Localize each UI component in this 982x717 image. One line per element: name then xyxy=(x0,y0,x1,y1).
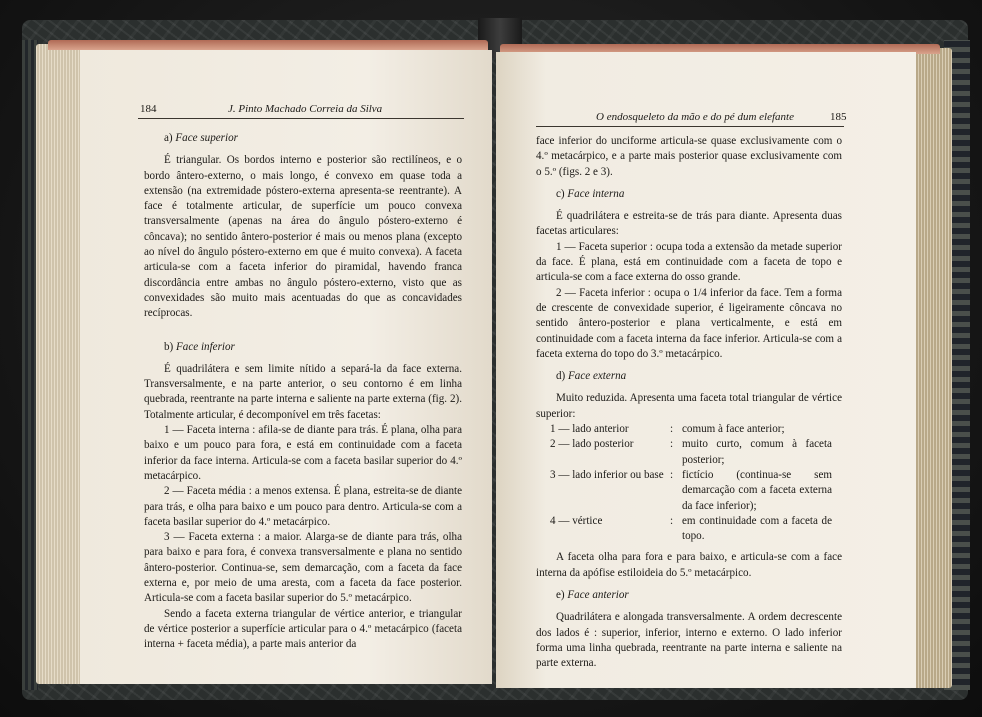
paragraph: 3 — Faceta externa : a maior. Alarga-se de diante para trás, olha para baixo e para fora, é convexa transversalmente e plana no sentido ântero-posterior. Continua-se, sem demarcação, com a faceta da face externa e, por meio de uma aresta, com a faceta da face posterior. Articula-se com a faceta basilar superior do 5.º metacárpico. xyxy=(144,531,462,605)
page-stack-left xyxy=(36,44,80,684)
paragraph: face inferior do unciforme articula-se quase exclusivamente com o 4.º metacárpico, e a parte mais posterior quase exclusivamente com o 5.º (figs. 2 e 3). xyxy=(536,135,842,178)
list-item: 2 — lado posterior : muito curto, comum à faceta posterior; xyxy=(550,437,832,468)
list-side: 3 — lado inferior ou base xyxy=(550,468,664,481)
page-number: 185 xyxy=(830,111,847,123)
paragraph: 1 — Faceta interna : afila-se de diante para trás. É plana, olha para baixo e um pouco para fora, e está em continuidade com a faceta inferior da face interna. Articula-se com a faceta basilar superior do 4.º metacárpico. xyxy=(144,424,462,482)
paragraph: 2 — Faceta média : a menos extensa. É plana, estreita-se de diante para trás, e olha para baixo e um pouco para dentro. Articula-se com a faceta basilar superior do 4.º metacárpico. xyxy=(144,485,462,528)
list-item: 4 — vértice : em continuidade com a faceta de topo. xyxy=(550,514,832,545)
page-number: 184 xyxy=(140,103,157,115)
running-head: J. Pinto Machado Correia da Silva xyxy=(228,103,383,115)
paragraph: 2 — Faceta inferior : ocupa o 1/4 inferior da face. Tem a forma de crescente de convexidade superior, é ligeiramente côncava no sentido ântero-posterior e plana verticalmente, e está em continuidade com a faceta interna da face inferior. Articula-se com a faceta externa do topo do 3.º metacárpico. xyxy=(536,286,842,360)
header-rule xyxy=(138,118,464,119)
sides-list xyxy=(550,422,832,544)
left-page-body xyxy=(144,124,462,653)
list-side: 2 — lado posterior xyxy=(550,438,634,451)
running-head: O endosqueleto da mão e do pé dum elefante xyxy=(596,111,794,123)
paragraph: É quadrilátera e estreita-se de trás para diante. Apresenta duas facetas articulares: xyxy=(536,210,842,238)
list-item: 3 — lado inferior ou base : fictício (continua-se sem demarcação com a faceta externa da face inferior); xyxy=(550,468,832,514)
paragraph: 1 — Faceta superior : ocupa toda a extensão da metade superior da face. É plana, está em continuidade com a faceta de topo e articula-se com a face externa do osso grande. xyxy=(536,240,842,284)
red-edge-left xyxy=(48,40,488,50)
list-desc: comum à face anterior; xyxy=(682,423,785,436)
paragraph: Muito reduzida. Apresenta uma faceta total triangular de vértice superior: xyxy=(536,392,842,420)
paragraph: Sendo a faceta externa triangular de vértice anterior, e triangular de vértice posterior a superfície articular para o 4.º metacárpico (faceta interna + faceta média), a parte mais anterior da xyxy=(144,607,462,651)
list-item: 1 — lado anterior : comum à face anterior; xyxy=(550,422,832,437)
header-rule xyxy=(536,126,844,127)
list-desc: muito curto, comum à faceta posterior; xyxy=(682,438,832,466)
right-page xyxy=(496,52,916,688)
list-desc: em continuidade com a faceta de topo. xyxy=(682,514,832,543)
section-title: b) Face inferior xyxy=(164,340,235,353)
section-title: c) Face interna xyxy=(556,187,625,200)
right-page-body xyxy=(536,134,842,672)
paragraph: É quadrilátera e sem limite nítido a separá-la da face externa. Transversalmente, e na parte anterior, o seu contorno é em linha quebrada, reentrante na parte interna e saliente na parte externa (fig. 2). Totalmente articular, é decomponível em três facetas: xyxy=(144,362,462,421)
page-stack-right xyxy=(912,48,952,688)
section-title: a) Face superior xyxy=(164,132,238,144)
paragraph: A faceta olha para fora e para baixo, e articula-se com a face interna da apófise estiloideia do 5.º metacárpico. xyxy=(536,551,842,579)
section-title: d) Face externa xyxy=(556,370,627,383)
list-desc: fictício (continua-se sem demarcação com a faceta externa da face inferior); xyxy=(682,468,832,512)
section-title: e) Face anterior xyxy=(556,589,629,602)
list-side: 1 — lado anterior xyxy=(550,423,629,436)
left-page xyxy=(80,50,492,684)
paragraph: Quadrilátera e alongada transversalmente. A ordem decrescente dos lados é : superior, inferior, interno e externo. O lado inferior forma uma linha quebrada, reentrante na parte interna e saliente na parte externa. xyxy=(536,611,842,670)
list-side: 4 — vértice xyxy=(550,514,603,527)
paragraph: É triangular. Os bordos interno e posterior são rectilíneos, e o bordo ântero-externo, o mais longo, é convexo em quase toda a extensão (na extremidade póstero-externa apresenta-se reentrante). A face é totalmente articular, de superfície um pouco convexa transversalmente (apenas na área do ângulo póstero-externo é côncava); no sentido ântero-posterior é mais ou menos plana (excepto ao nível do ângulo póstero-externo em que é muito convexa). A faceta articula-se com a faceta inferior do piramidal, havendo franca discordância entre ambas no ângulo póstero-externo, visto que as convexidades são muito mais acentuadas do que as concavidades recíprocas. xyxy=(144,154,462,320)
